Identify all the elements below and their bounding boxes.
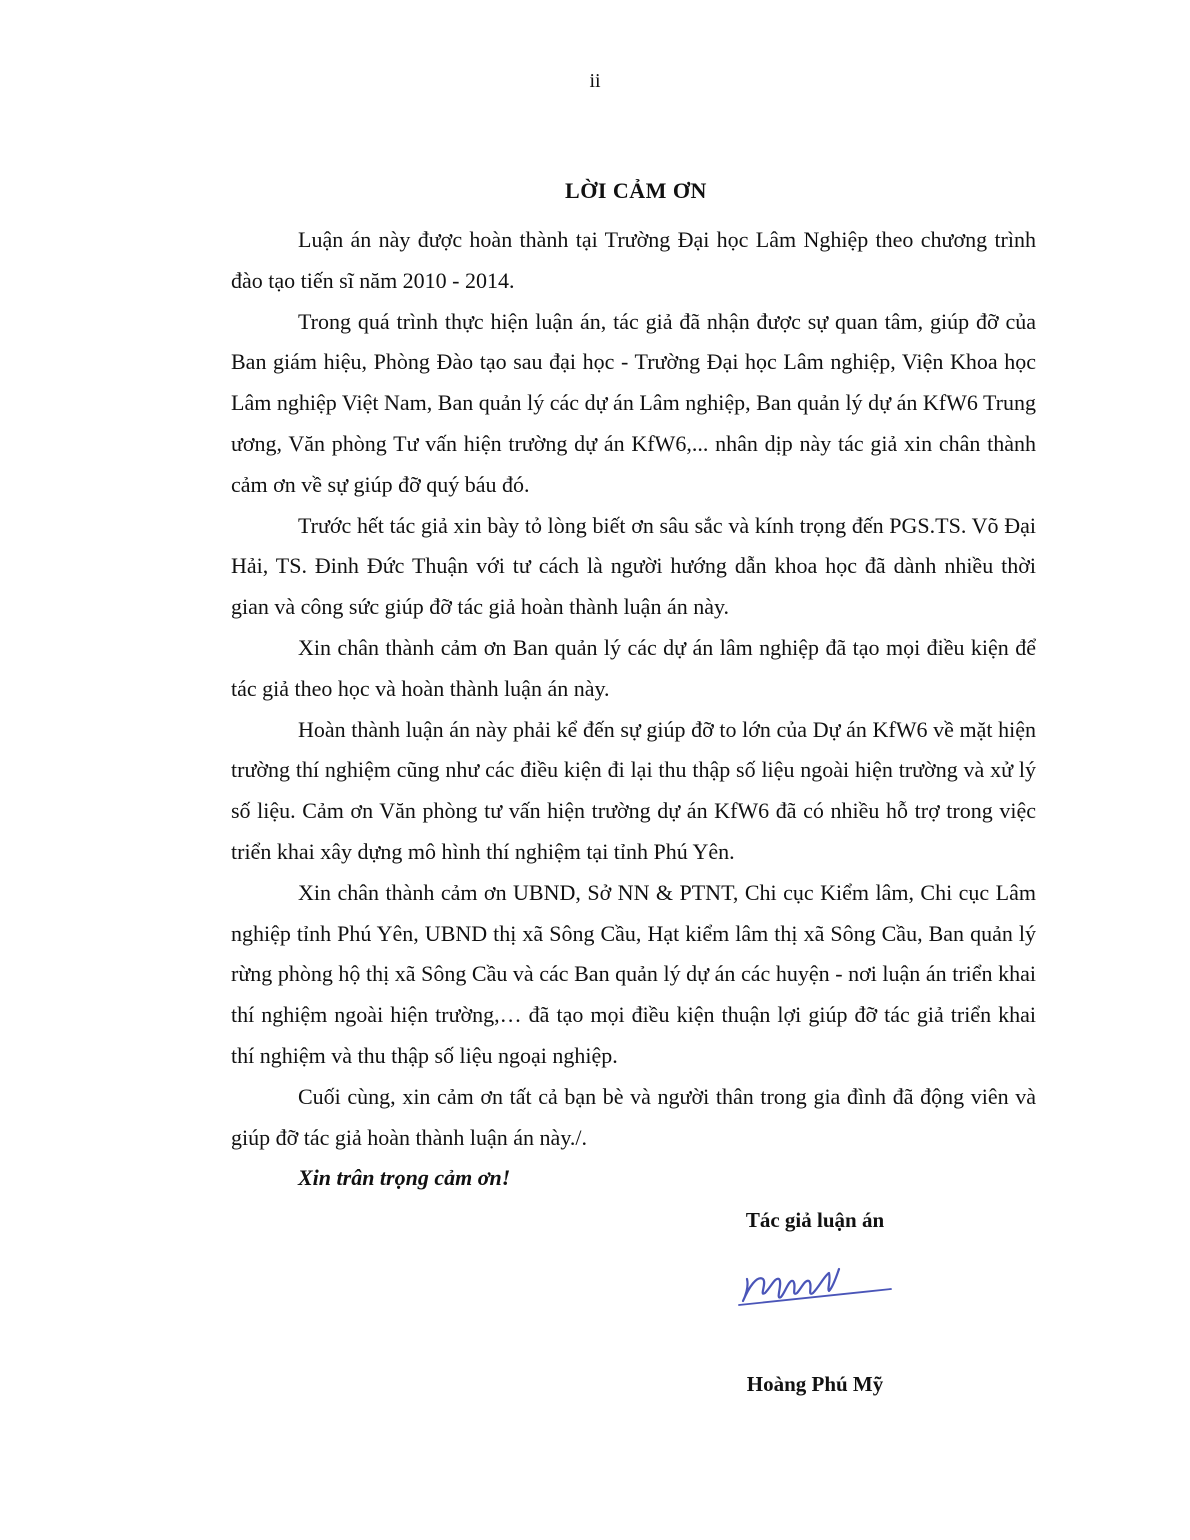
paragraph-7: Cuối cùng, xin cảm ơn tất cả bạn bè và người thân trong gia đình đã động viên và giúp đỡ tác giả hoàn thành luận án này./. <box>231 1083 1036 1150</box>
signature-label: Tác giả luận án <box>745 1208 885 1232</box>
paragraph-3: Trước hết tác giả xin bày tỏ lòng biết ơn sâu sắc và kính trọng đến PGS.TS. Võ Đại Hải, TS. Đinh Đức Thuận với tư cách là người hướng dẫn khoa học đã dành nhiều thời gian và công sức giúp đỡ tác giả hoàn thành luận án này. <box>231 512 1036 620</box>
paragraph-6: Xin chân thành cảm ơn UBND, Sở NN & PTNT, Chi cục Kiểm lâm, Chi cục Lâm nghiệp tỉnh Phú Yên, UBND thị xã Sông Cầu, Hạt kiểm lâm thị xã Sông Cầu, Ban quản lý rừng phòng hộ thị xã Sông Cầu và các Ban quản lý dự án các huyện - nơi luận án triển khai thí nghiệm ngoài hiện trường,… đã tạo mọi điều kiện thuận lợi giúp đỡ tác giả triển khai thí nghiệm và thu thập số liệu ngoại nghiệp. <box>231 879 1036 1068</box>
author-name: Hoàng Phú Mỹ <box>746 1372 884 1396</box>
paragraph-1: Luận án này được hoàn thành tại Trường Đại học Lâm Nghiệp theo chương trình đào tạo tiến sĩ năm 2010 - 2014. <box>231 227 1036 293</box>
signature-block <box>730 1205 900 1399</box>
paragraph-4: Xin chân thành cảm ơn Ban quản lý các dự án lâm nghiệp đã tạo mọi điều kiện để tác giả theo học và hoàn thành luận án này. <box>231 634 1036 701</box>
acknowledgement-body <box>231 220 1036 1199</box>
paragraph-2: Trong quá trình thực hiện luận án, tác giả đã nhận được sự quan tâm, giúp đỡ của Ban giám hiệu, Phòng Đào tạo sau đại học - Trường Đại học Lâm nghiệp, Viện Khoa học Lâm nghiệp Việt Nam, Ban quản lý các dự án Lâm nghiệp, Ban quản lý dự án KfW6 Trung ương, Văn phòng Tư vấn hiện trường dự án KfW6,... nhân dịp này tác giả xin chân thành cảm ơn về sự giúp đỡ quý báu đó. <box>231 308 1036 497</box>
page-number: ii <box>589 70 601 92</box>
paragraph-5: Hoàn thành luận án này phải kể đến sự giúp đỡ to lớn của Dự án KfW6 về mặt hiện trường thí nghiệm cũng như các điều kiện đi lại thu thập số liệu ngoài hiện trường và xử lý số liệu. Cảm ơn Văn phòng tư vấn hiện trường dự án KfW6 đã có nhiều hỗ trợ trong việc triển khai xây dựng mô hình thí nghiệm tại tỉnh Phú Yên. <box>231 716 1036 864</box>
closing-line: Xin trân trọng cảm ơn! <box>298 1165 511 1191</box>
page-title: LỜI CẢM ƠN <box>565 178 707 203</box>
handwritten-signature <box>735 1257 895 1309</box>
